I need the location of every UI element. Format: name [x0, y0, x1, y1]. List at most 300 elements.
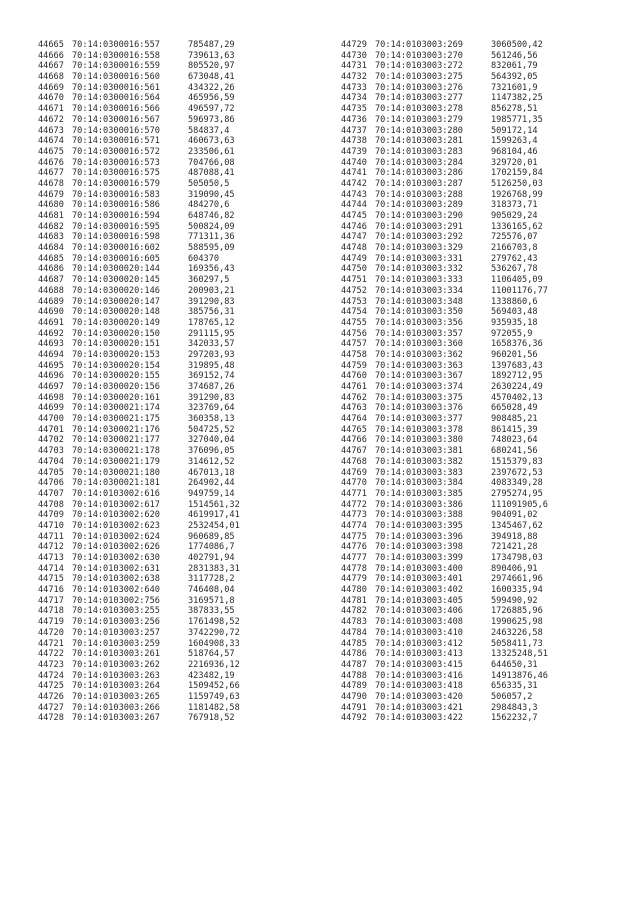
table-row: [38, 681, 298, 692]
cadastral-value: 746408,04: [188, 585, 235, 596]
cadastral-value: 1515379,83: [491, 456, 543, 467]
table-row: [38, 564, 298, 575]
cadastral-value: 484270,6: [188, 200, 230, 211]
row-number: 44743: [341, 189, 367, 200]
cadastral-value: 3060500,42: [491, 40, 543, 50]
cadastral-number: 70:14:0300016:561: [72, 82, 160, 93]
row-number: 44727: [38, 702, 64, 713]
cadastral-value: 564392,05: [491, 72, 538, 83]
table-row: [38, 222, 298, 233]
cadastral-number: 70:14:0300021:177: [72, 435, 160, 446]
cadastral-value: 1514561,32: [188, 499, 240, 510]
cadastral-number: 70:14:0300020:161: [72, 392, 160, 403]
table-row: [38, 350, 298, 361]
cadastral-value: 434322,26: [188, 82, 235, 93]
cadastral-number: 70:14:0300016:594: [72, 211, 160, 221]
row-number: 44728: [38, 713, 64, 724]
cadastral-value: 5126250,03: [491, 178, 543, 189]
table-row: [341, 136, 601, 147]
cadastral-value: 394918,88: [491, 531, 538, 542]
cadastral-value: 1990625,98: [491, 617, 543, 628]
row-number: 44666: [38, 50, 64, 61]
right-column: [341, 40, 601, 724]
cadastral-value: 319090,45: [188, 189, 235, 200]
cadastral-value: 644650,31: [491, 659, 538, 670]
cadastral-number: 70:14:0103003:362: [375, 349, 463, 360]
cadastral-number: 70:14:0103003:357: [375, 328, 463, 339]
cadastral-number: 70:14:0103002:617: [72, 499, 160, 510]
table-row: [38, 468, 298, 479]
cadastral-number: 70:14:0103003:384: [375, 478, 463, 489]
cadastral-number: 70:14:0103003:286: [375, 168, 463, 179]
cadastral-value: 904091,02: [491, 510, 538, 521]
cadastral-value: 648746,82: [188, 211, 235, 221]
cadastral-number: 70:14:0103002:620: [72, 510, 160, 521]
cadastral-value: 178765,12: [188, 317, 235, 328]
cadastral-number: 70:14:0103003:400: [375, 563, 463, 574]
cadastral-number: 70:14:0103003:375: [375, 392, 463, 403]
table-row: [38, 168, 298, 179]
cadastral-value: 680241,56: [491, 446, 538, 457]
table-row: [38, 660, 298, 671]
table-row: [341, 617, 601, 628]
cadastral-value: 2532454,01: [188, 520, 240, 531]
row-number: 44785: [341, 638, 367, 649]
cadastral-number: 70:14:0300020:153: [72, 349, 160, 360]
cadastral-number: 70:14:0103003:395: [375, 520, 463, 531]
cadastral-value: 771311,36: [188, 232, 235, 243]
table-row: [341, 382, 601, 393]
cadastral-number: 70:14:0103003:381: [375, 446, 463, 457]
table-row: [38, 136, 298, 147]
cadastral-number: 70:14:0103003:279: [375, 114, 463, 125]
cadastral-value: 291115,95: [188, 328, 235, 339]
row-number: 44703: [38, 446, 64, 457]
cadastral-value: 4619917,41: [188, 510, 240, 521]
cadastral-value: 5058411,73: [491, 638, 543, 649]
cadastral-number: 70:14:0103003:272: [375, 61, 463, 72]
cadastral-value: 1892712,95: [491, 371, 543, 382]
cadastral-number: 70:14:0103003:289: [375, 200, 463, 211]
table-row: [341, 489, 601, 500]
table-row: [38, 104, 298, 115]
cadastral-number: 70:14:0300020:154: [72, 360, 160, 371]
row-number: 44702: [38, 435, 64, 446]
row-number: 44755: [341, 317, 367, 328]
row-number: 44673: [38, 125, 64, 136]
cadastral-value: 2831383,31: [188, 563, 240, 574]
cadastral-value: 673048,41: [188, 72, 235, 83]
table-row: [341, 671, 601, 682]
table-row: [341, 72, 601, 83]
row-number: 44754: [341, 307, 367, 318]
table-row: [341, 435, 601, 446]
cadastral-value: 665028,49: [491, 403, 538, 414]
cadastral-value: 319895,48: [188, 360, 235, 371]
table-row: [341, 264, 601, 275]
row-number: 44667: [38, 61, 64, 72]
cadastral-number: 70:14:0103003:269: [375, 40, 463, 50]
row-number: 44726: [38, 691, 64, 702]
cadastral-value: 1336165,62: [491, 221, 543, 232]
cadastral-value: 385756,31: [188, 307, 235, 318]
row-number: 44705: [38, 467, 64, 478]
cadastral-value: 1345467,62: [491, 520, 543, 531]
table-row: [38, 606, 298, 617]
cadastral-number: 70:14:0103003:262: [72, 659, 160, 670]
cadastral-value: 588595,09: [188, 243, 235, 254]
row-number: 44751: [341, 275, 367, 286]
cadastral-value: 2463226,58: [491, 627, 543, 638]
cadastral-value: 11001176,77: [491, 285, 548, 296]
row-number: 44698: [38, 392, 64, 403]
table-row: [38, 435, 298, 446]
row-number: 44756: [341, 328, 367, 339]
cadastral-value: 3169571,8: [188, 595, 235, 606]
cadastral-value: 465956,59: [188, 93, 235, 104]
row-number: 44716: [38, 585, 64, 596]
cadastral-value: 7321601,9: [491, 82, 538, 93]
table-row: [38, 51, 298, 62]
row-number: 44685: [38, 253, 64, 264]
table-row: [38, 446, 298, 457]
table-row: [38, 414, 298, 425]
table-row: [341, 681, 601, 692]
table-row: [341, 393, 601, 404]
row-number: 44681: [38, 211, 64, 221]
table-row: [341, 318, 601, 329]
row-number: 44695: [38, 360, 64, 371]
cadastral-number: 70:14:0300020:146: [72, 285, 160, 296]
cadastral-value: 200903,21: [188, 285, 235, 296]
row-number: 44680: [38, 200, 64, 211]
row-number: 44748: [341, 243, 367, 254]
cadastral-value: 1658376,36: [491, 339, 543, 350]
row-number: 44774: [341, 520, 367, 531]
table-row: [341, 403, 601, 414]
table-row: [341, 371, 601, 382]
table-row: [341, 703, 601, 714]
row-number: 44693: [38, 339, 64, 350]
cadastral-number: 70:14:0103003:278: [375, 104, 463, 115]
cadastral-value: 704766,08: [188, 157, 235, 168]
cadastral-value: 949759,14: [188, 488, 235, 499]
cadastral-value: 721421,28: [491, 542, 538, 553]
cadastral-value: 1159749,63: [188, 691, 240, 702]
table-row: [38, 158, 298, 169]
table-row: [341, 104, 601, 115]
cadastral-value: 1726885,96: [491, 606, 543, 617]
row-number: 44740: [341, 157, 367, 168]
cadastral-value: 1734798,03: [491, 553, 543, 563]
cadastral-number: 70:14:0300021:175: [72, 414, 160, 425]
cadastral-number: 70:14:0300016:557: [72, 40, 160, 50]
cadastral-number: 70:14:0300021:179: [72, 456, 160, 467]
table-row: [341, 660, 601, 671]
cadastral-value: 561246,56: [491, 50, 538, 61]
cadastral-number: 70:14:0103003:388: [375, 510, 463, 521]
table-row: [38, 574, 298, 585]
cadastral-number: 70:14:0300020:151: [72, 339, 160, 350]
cadastral-number: 70:14:0103003:376: [375, 403, 463, 414]
row-number: 44701: [38, 424, 64, 435]
cadastral-number: 70:14:0300016:566: [72, 104, 160, 115]
cadastral-number: 70:14:0103003:280: [375, 125, 463, 136]
cadastral-number: 70:14:0300016:583: [72, 189, 160, 200]
cadastral-value: 1926768,99: [491, 189, 543, 200]
row-number: 44722: [38, 649, 64, 660]
table-row: [341, 93, 601, 104]
cadastral-number: 70:14:0300020:145: [72, 275, 160, 286]
table-row: [38, 307, 298, 318]
cadastral-number: 70:14:0103003:382: [375, 456, 463, 467]
cadastral-value: 1562232,7: [491, 713, 538, 724]
cadastral-value: 402791,94: [188, 553, 235, 563]
table-row: [38, 179, 298, 190]
table-row: [38, 93, 298, 104]
cadastral-value: 500824,09: [188, 221, 235, 232]
row-number: 44752: [341, 285, 367, 296]
cadastral-number: 70:14:0300016:558: [72, 50, 160, 61]
row-number: 44708: [38, 499, 64, 510]
table-row: [341, 126, 601, 137]
cadastral-number: 70:14:0103003:421: [375, 702, 463, 713]
cadastral-value: 960201,56: [491, 349, 538, 360]
cadastral-number: 70:14:0300020:150: [72, 328, 160, 339]
cadastral-value: 2216936,12: [188, 659, 240, 670]
cadastral-value: 748023,64: [491, 435, 538, 446]
row-number: 44678: [38, 178, 64, 189]
table-row: [38, 200, 298, 211]
cadastral-value: 391290,83: [188, 392, 235, 403]
table-row: [341, 243, 601, 254]
cadastral-value: 467013,18: [188, 467, 235, 478]
table-row: [341, 275, 601, 286]
row-number: 44724: [38, 670, 64, 681]
table-row: [341, 51, 601, 62]
table-row: [341, 574, 601, 585]
cadastral-value: 1774086,7: [188, 542, 235, 553]
table-row: [341, 200, 601, 211]
cadastral-value: 596973,86: [188, 114, 235, 125]
row-number: 44778: [341, 563, 367, 574]
cadastral-value: 656335,31: [491, 681, 538, 692]
cadastral-number: 70:14:0103002:626: [72, 542, 160, 553]
table-row: [38, 318, 298, 329]
table-row: [341, 521, 601, 532]
cadastral-value: 111091905,6: [491, 499, 548, 510]
row-number: 44725: [38, 681, 64, 692]
table-row: [341, 628, 601, 639]
row-number: 44665: [38, 40, 64, 50]
cadastral-value: 890406,91: [491, 563, 538, 574]
cadastral-value: 279762,43: [491, 253, 538, 264]
cadastral-value: 329720,01: [491, 157, 538, 168]
cadastral-number: 70:14:0103003:383: [375, 467, 463, 478]
cadastral-number: 70:14:0103003:412: [375, 638, 463, 649]
cadastral-number: 70:14:0300021:174: [72, 403, 160, 414]
table-row: [341, 61, 601, 72]
table-row: [341, 307, 601, 318]
cadastral-number: 70:14:0103003:277: [375, 93, 463, 104]
row-number: 44765: [341, 424, 367, 435]
table-row: [38, 339, 298, 350]
cadastral-number: 70:14:0103003:263: [72, 670, 160, 681]
cadastral-value: 504725,52: [188, 424, 235, 435]
cadastral-number: 70:14:0103003:288: [375, 189, 463, 200]
cadastral-value: 2166703,8: [491, 243, 538, 254]
cadastral-value: 487088,41: [188, 168, 235, 179]
row-number: 44713: [38, 553, 64, 563]
cadastral-value: 908485,21: [491, 414, 538, 425]
cadastral-value: 518764,57: [188, 649, 235, 660]
cadastral-value: 960689,85: [188, 531, 235, 542]
cadastral-value: 387833,55: [188, 606, 235, 617]
row-number: 44738: [341, 136, 367, 147]
table-row: [341, 639, 601, 650]
cadastral-value: 968104,46: [491, 146, 538, 157]
table-row: [38, 713, 298, 724]
row-number: 44674: [38, 136, 64, 147]
row-number: 44772: [341, 499, 367, 510]
row-number: 44735: [341, 104, 367, 115]
row-number: 44672: [38, 114, 64, 125]
table-row: [38, 489, 298, 500]
table-row: [38, 596, 298, 607]
cadastral-number: 70:14:0300021:180: [72, 467, 160, 478]
row-number: 44682: [38, 221, 64, 232]
cadastral-number: 70:14:0103003:396: [375, 531, 463, 542]
cadastral-number: 70:14:0103003:334: [375, 285, 463, 296]
row-number: 44775: [341, 531, 367, 542]
cadastral-number: 70:14:0103002:616: [72, 488, 160, 499]
table-row: [341, 564, 601, 575]
cadastral-number: 70:14:0103003:405: [375, 595, 463, 606]
cadastral-number: 70:14:0103003:398: [375, 542, 463, 553]
cadastral-value: 264902,44: [188, 478, 235, 489]
cadastral-number: 70:14:0103002:630: [72, 553, 160, 563]
cadastral-number: 70:14:0300021:181: [72, 478, 160, 489]
cadastral-value: 767918,52: [188, 713, 235, 724]
cadastral-number: 70:14:0103003:406: [375, 606, 463, 617]
row-number: 44730: [341, 50, 367, 61]
row-number: 44715: [38, 574, 64, 585]
table-row: [341, 350, 601, 361]
row-number: 44736: [341, 114, 367, 125]
cadastral-value: 2397672,53: [491, 467, 543, 478]
cadastral-value: 509172,14: [491, 125, 538, 136]
row-number: 44780: [341, 585, 367, 596]
row-number: 44691: [38, 317, 64, 328]
row-number: 44704: [38, 456, 64, 467]
row-number: 44709: [38, 510, 64, 521]
table-row: [341, 83, 601, 94]
cadastral-value: 805520,97: [188, 61, 235, 72]
table-row: [341, 532, 601, 543]
row-number: 44768: [341, 456, 367, 467]
cadastral-value: 3117728,2: [188, 574, 235, 585]
cadastral-number: 70:14:0103003:281: [375, 136, 463, 147]
cadastral-number: 70:14:0300016:605: [72, 253, 160, 264]
cadastral-value: 169356,43: [188, 264, 235, 275]
cadastral-value: 739613,63: [188, 50, 235, 61]
table-row: [341, 500, 601, 511]
table-row: [341, 478, 601, 489]
row-number: 44689: [38, 296, 64, 307]
cadastral-number: 70:14:0103003:261: [72, 649, 160, 660]
table-row: [38, 83, 298, 94]
cadastral-value: 323769,64: [188, 403, 235, 414]
cadastral-number: 70:14:0103003:380: [375, 435, 463, 446]
table-row: [341, 211, 601, 222]
row-number: 44675: [38, 146, 64, 157]
row-number: 44706: [38, 478, 64, 489]
cadastral-number: 70:14:0300016:602: [72, 243, 160, 254]
table-row: [341, 468, 601, 479]
row-number: 44746: [341, 221, 367, 232]
cadastral-value: 1338860,6: [491, 296, 538, 307]
row-number: 44694: [38, 349, 64, 360]
cadastral-value: 2630224,49: [491, 382, 543, 392]
table-row: [38, 40, 298, 51]
table-row: [341, 553, 601, 564]
cadastral-number: 70:14:0103003:422: [375, 713, 463, 724]
table-row: [38, 478, 298, 489]
row-number: 44760: [341, 371, 367, 382]
table-row: [341, 254, 601, 265]
table-row: [38, 126, 298, 137]
cadastral-number: 70:14:0103003:275: [375, 72, 463, 83]
cadastral-value: 314612,52: [188, 456, 235, 467]
row-number: 44711: [38, 531, 64, 542]
table-row: [38, 147, 298, 158]
cadastral-value: 1761498,52: [188, 617, 240, 628]
row-number: 44761: [341, 382, 367, 392]
cadastral-number: 70:14:0300016:571: [72, 136, 160, 147]
cadastral-value: 342033,57: [188, 339, 235, 350]
table-row: [38, 61, 298, 72]
table-row: [38, 371, 298, 382]
row-number: 44670: [38, 93, 64, 104]
cadastral-number: 70:14:0103003:291: [375, 221, 463, 232]
table-row: [341, 649, 601, 660]
cadastral-value: 725576,07: [491, 232, 538, 243]
row-number: 44766: [341, 435, 367, 446]
cadastral-value: 327040,04: [188, 435, 235, 446]
cadastral-number: 70:14:0300016:586: [72, 200, 160, 211]
row-number: 44699: [38, 403, 64, 414]
row-number: 44717: [38, 595, 64, 606]
cadastral-value: 1397683,43: [491, 360, 543, 371]
cadastral-number: 70:14:0300016:579: [72, 178, 160, 189]
cadastral-value: 505050,5: [188, 178, 230, 189]
table-row: [341, 329, 601, 340]
cadastral-number: 70:14:0103003:265: [72, 691, 160, 702]
cadastral-number: 70:14:0103003:256: [72, 617, 160, 628]
row-number: 44764: [341, 414, 367, 425]
table-row: [38, 521, 298, 532]
table-row: [341, 510, 601, 521]
table-row: [38, 553, 298, 564]
cadastral-number: 70:14:0300016:564: [72, 93, 160, 104]
cadastral-value: 785487,29: [188, 40, 235, 50]
cadastral-number: 70:14:0103003:329: [375, 243, 463, 254]
table-row: [341, 713, 601, 724]
table-row: [38, 628, 298, 639]
table-row: [341, 158, 601, 169]
row-number: 44776: [341, 542, 367, 553]
cadastral-number: 70:14:0300016:595: [72, 221, 160, 232]
